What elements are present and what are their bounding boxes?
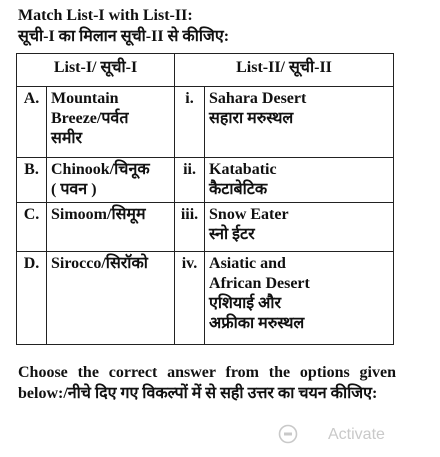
list-1-item-line: Simoom/सिमूम — [51, 206, 146, 223]
list-2-item-line: कैटाबेटिक — [209, 181, 268, 198]
list-2-item — [205, 203, 394, 252]
table-row — [17, 158, 394, 203]
list-2-item-line: एशियाई और — [209, 295, 282, 312]
list-2-item-line: अफ्रीका मरुस्थल — [209, 315, 305, 332]
table-row — [17, 203, 394, 252]
list-2-item — [205, 252, 394, 345]
list-1-key: C. — [17, 203, 47, 252]
list-1-item-line: Sirocco/सिरॉको — [51, 255, 148, 272]
list-2-item-line: स्नो ईटर — [209, 226, 255, 243]
watermark-text: Activate — [328, 426, 385, 443]
list-1-header: List-I/ सूची-I — [17, 54, 175, 87]
list-1-item-line: ( पवन ) — [51, 181, 97, 198]
list-2-item-line: Sahara Desert — [209, 90, 307, 107]
list-1-item — [47, 203, 175, 252]
list-1-item — [47, 158, 175, 203]
table-header-row — [17, 54, 394, 87]
list-1-item-line: Chinook/चिनूक — [51, 161, 150, 178]
list-2-item — [205, 158, 394, 203]
list-2-item — [205, 87, 394, 158]
list-1-item — [47, 252, 175, 345]
list-2-item-line: Snow Eater — [209, 206, 289, 223]
list-2-item-line: सहारा मरुस्थल — [209, 110, 294, 127]
list-2-item-line: Asiatic and — [209, 255, 286, 272]
list-1-item-line: समीर — [51, 130, 83, 147]
windows-activate-icon — [278, 424, 298, 444]
list-2-item-line: African Desert — [209, 275, 310, 292]
list-2-header: List-II/ सूची-II — [175, 54, 394, 87]
list-2-key: iii. — [175, 203, 205, 252]
list-1-key: A. — [17, 87, 47, 158]
list-2-key: iv. — [175, 252, 205, 345]
table-row — [17, 252, 394, 345]
list-2-key: ii. — [175, 158, 205, 203]
question-heading-hindi: सूची-I का मिलान सूची-II से कीजिए: — [18, 28, 230, 45]
question-heading-english: Match List-I with List-II: — [18, 7, 193, 24]
list-1-key: D. — [17, 252, 47, 345]
instruction-text: Choose the correct answer from the options given below:/नीचे दिए गए विकल्पों में से सही उत्तर का चयन कीजिए: — [18, 364, 396, 402]
list-1-item-line: Breeze/पर्वत — [51, 110, 129, 127]
list-1-item — [47, 87, 175, 158]
list-1-item-line: Mountain — [51, 90, 119, 107]
activate-watermark — [278, 420, 428, 450]
match-table — [16, 53, 394, 345]
list-1-key: B. — [17, 158, 47, 203]
list-2-key: i. — [175, 87, 205, 158]
table-row — [17, 87, 394, 158]
list-2-item-line: Katabatic — [209, 161, 277, 178]
